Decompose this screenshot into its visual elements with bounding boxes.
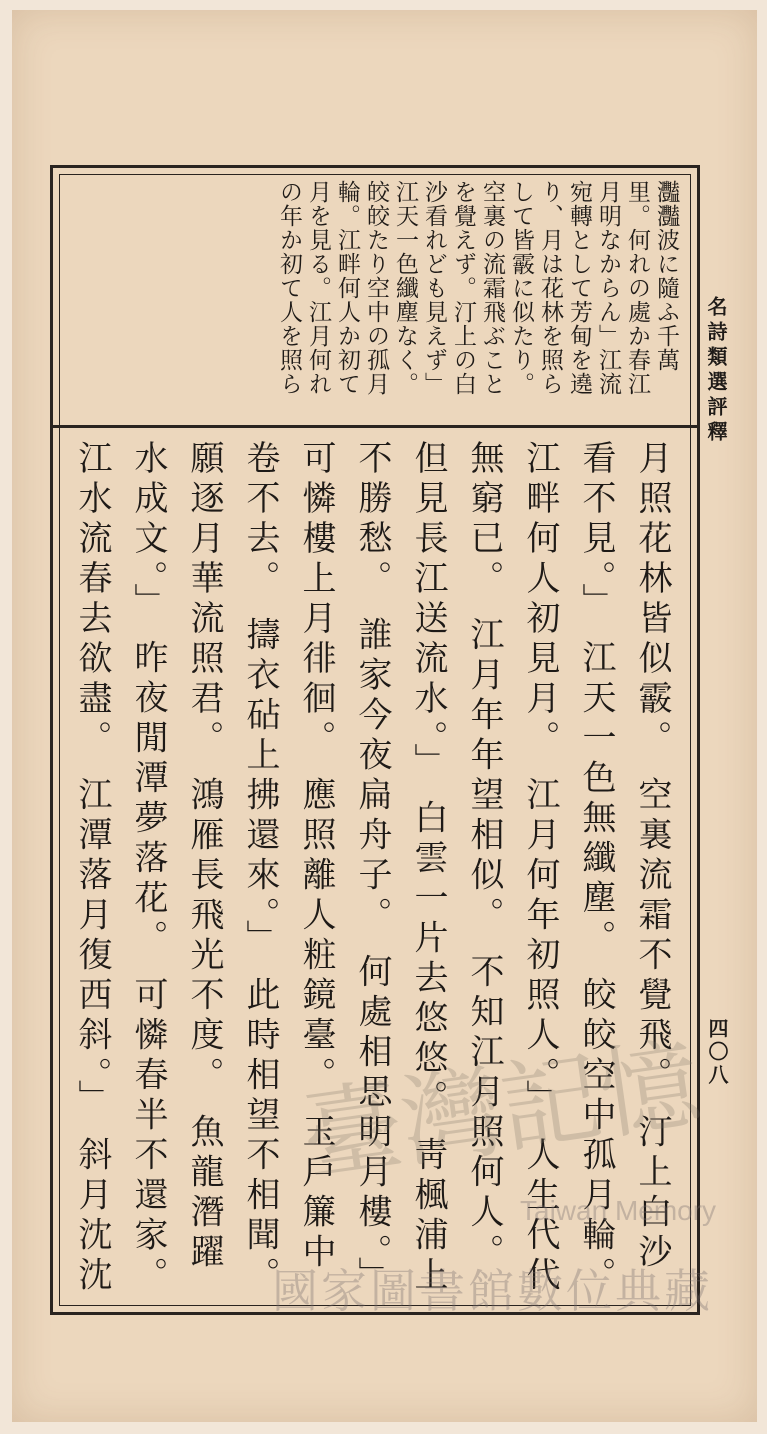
commentary-line: 空裏の流霜飛ぶこと xyxy=(479,180,505,396)
poem-line: 但見長江送流水。」 白雲一片去悠悠。 靑楓浦上 xyxy=(408,440,448,1297)
commentary-line: 宛轉として芳甸を遶 xyxy=(566,180,592,396)
poem-line: 卷不去。 擣衣砧上拂還來。」 此時相望不相聞。 xyxy=(240,440,280,1297)
poem-line: 可憐樓上月徘徊。 應照離人粧鏡臺。 玉戶簾中 xyxy=(296,440,336,1274)
poem-line: 無窮已。 江月年年望相似。 不知江月照何人。 xyxy=(464,440,504,1274)
poem-line: 月照花林皆似霰。 空裏流霜不覺飛。 汀上白沙 xyxy=(632,440,672,1274)
commentary-line: して皆霰に似たり。 xyxy=(508,180,534,396)
poem-line: 不勝愁。 誰家今夜扁舟子。 何處相思明月樓。」 xyxy=(352,440,392,1297)
poem-line: 江畔何人初見月。 江月何年初照人。」 人生代代 xyxy=(520,440,560,1297)
commentary-line: 皎皎たり空中の孤月 xyxy=(363,180,389,396)
commentary-line: 灩灩波に隨ふ千萬 xyxy=(653,180,679,372)
poem-line: 看不見。」 江天一色無纖塵。 皎皎空中孤月輪。 xyxy=(576,440,616,1297)
poem-line: 江水流春去欲盡。 江潭落月復西斜。」 斜月沈沈 xyxy=(72,440,112,1297)
commentary-line: り、月は花林を照ら xyxy=(537,180,563,396)
commentary-line: 輪。江畔何人か初て xyxy=(334,180,360,396)
watermark-english: Taiwan Memory xyxy=(520,1195,717,1226)
poem-line: 願逐月華流照君。 鴻雁長飛光不度。 魚龍潛躍 xyxy=(184,440,224,1274)
commentary-line: を覺えず。汀上の白 xyxy=(450,180,476,396)
commentary-line: 江天一色纖塵なく。 xyxy=(392,180,418,396)
page-number: 四〇八 xyxy=(705,1018,729,1087)
commentary-line: の年か初て人を照ら xyxy=(276,180,302,396)
commentary-line: 沙看れども見えず」 xyxy=(421,180,447,396)
section-divider xyxy=(50,425,700,428)
watermark-calligraphy: 臺灣記憶 xyxy=(294,1024,708,1197)
commentary-line: 月を見る。江月何れ xyxy=(305,180,331,396)
watermark-chinese: 國家圖書館數位典藏 xyxy=(272,1264,713,1318)
running-title: 名詩類選評釋 xyxy=(704,296,728,446)
poem-line: 水成文。」 昨夜閒潭夢落花。 可憐春半不還家。 xyxy=(128,440,168,1297)
commentary-line: 里。何れの處か春江 xyxy=(624,180,650,396)
commentary-line: 月明なからん」江流 xyxy=(595,180,621,396)
